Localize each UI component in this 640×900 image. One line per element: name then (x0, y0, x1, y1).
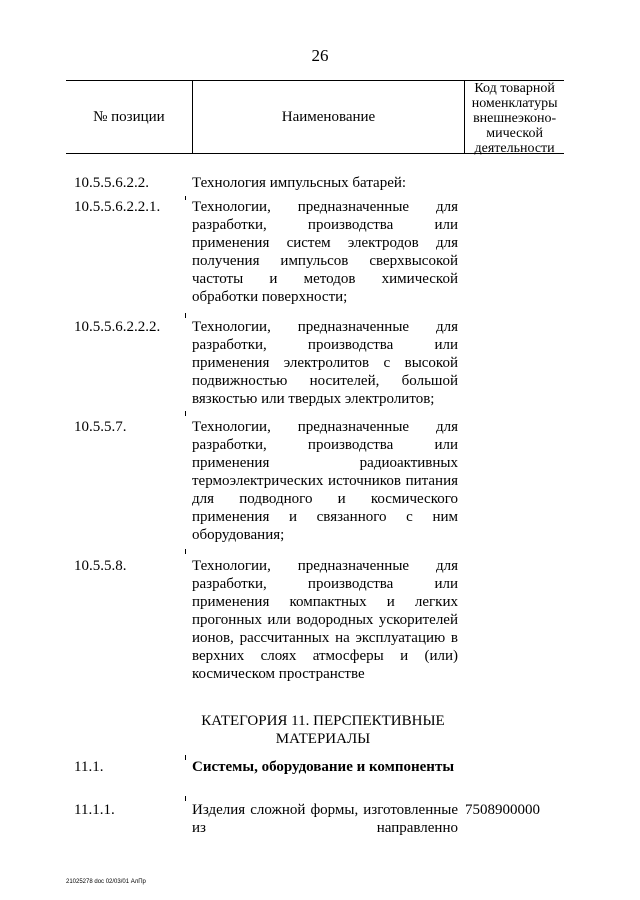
header-position: № позиции (66, 81, 193, 153)
item-description: Технологии, предназначенные для разработки, производства или применения радиоактивных термоэлектрических источников питания для подводного и космического применения и связанного с ним оборудования; (192, 419, 458, 543)
position-number: 10.5.5.7. (74, 419, 127, 435)
document-footer: 21025278 doc 02/03/01 АлПр (66, 879, 146, 885)
row-separator (185, 313, 186, 318)
item-description: Изделия сложной формы, изготовленные из направленно (192, 802, 458, 836)
table-header (66, 80, 564, 154)
position-number: 10.5.5.8. (74, 558, 127, 574)
row-separator (185, 549, 186, 554)
item-description: Технологии, предназначенные для разработки, производства или применения электролитов с высокой подвижностью носителей, большой вязкостью или твердых электролитов; (192, 319, 458, 407)
position-number: 10.5.5.6.2.2. (74, 175, 149, 191)
header-name: Наименование (193, 81, 465, 153)
item-description: Технологии, предназначенные для разработки, производства или применения систем электродов для получения импульсов сверхвысокой частоты и методов химической обработки поверхности; (192, 199, 458, 305)
position-number: 11.1.1. (74, 802, 115, 818)
category-heading: КАТЕГОРИЯ 11. ПЕРСПЕКТИВНЫЕ МАТЕРИАЛЫ (201, 713, 445, 747)
row-separator (185, 196, 186, 200)
page-number: 26 (311, 46, 329, 65)
section-title: Системы, оборудование и компоненты (192, 759, 455, 775)
item-description: Технологии, предназначенные для разработки, производства или применения компактных и легких прогонных или водородных ускорителей ионов, рассчитанных на эксплуатацию в верхних слоях атмосферы и (или) космическом пространстве (192, 558, 458, 682)
header-code: Код товарной номенклатуры внешнеэконо-мической деятельности (471, 80, 558, 156)
position-number: 10.5.5.6.2.2.1. (74, 199, 161, 215)
item-description: Технология импульсных батарей: (192, 175, 407, 191)
position-number: 10.5.5.6.2.2.2. (74, 319, 161, 335)
row-separator (185, 755, 186, 760)
row-separator (185, 411, 186, 416)
commodity-code: 7508900000 (465, 802, 540, 818)
row-separator (185, 796, 186, 801)
position-number: 11.1. (74, 759, 104, 775)
